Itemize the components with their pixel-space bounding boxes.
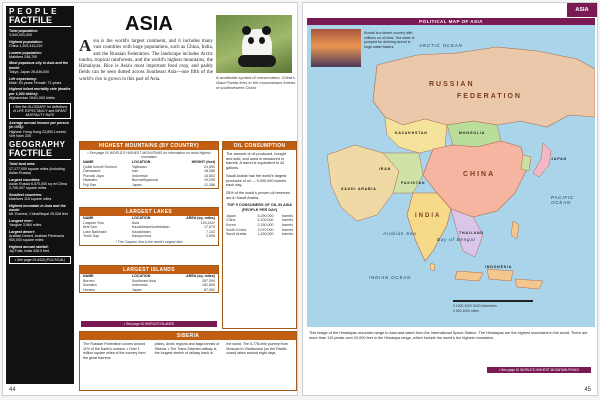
fact-value: 3,540,000,000 (9, 33, 32, 38)
fact-value: 17,177,000 square miles (including Asian Russia) (9, 166, 65, 176)
kuwait-caption: Kuwait is a desert country with millions on oil tank. Tea water is pumped for drinking stored in huge water towers. (364, 31, 415, 49)
oil-consumption-box (222, 141, 297, 329)
factfile-label: FACTFILE (9, 16, 71, 27)
political-map (307, 25, 595, 327)
fact-item (9, 61, 71, 74)
fact-item (9, 121, 71, 139)
cell: Aral Sea (83, 225, 97, 230)
label-pakistan: PAKISTAN (401, 181, 426, 185)
column-header: AREA (sq. miles) (186, 274, 215, 278)
cell: Japan (131, 182, 142, 187)
mountains-heading: HIGHEST MOUNTAINS (BY COUNTRY) (80, 142, 218, 150)
scale-bar (453, 300, 533, 302)
cell: 24,590 (204, 164, 215, 169)
see-page-box[interactable]: • See page 29 ASIA (POLITICAL) (9, 256, 71, 264)
fact-item (9, 162, 71, 175)
fact-label: Life expectancy: (9, 76, 38, 81)
label-india: INDIA (415, 213, 442, 219)
cell: barrels (282, 222, 294, 227)
cell: 18,386 (204, 169, 215, 174)
fact-item (9, 51, 71, 60)
siberia-col-1: The Russian Federation covers around 11% of the Earth's surface. • Over 1 million square miles of the country form the great barrens (83, 342, 146, 360)
japan-region (533, 143, 551, 177)
panda-eye-shape (248, 37, 254, 44)
column-header: LOCATION (131, 160, 151, 164)
oil-paragraph: Saudi Arabia has the world's largest produces of oil — 9,000,000 barrels each day. (226, 173, 287, 188)
label-federation: FEDERATION (457, 93, 522, 100)
mountain-peaks-see-strip[interactable]: • See page 10 WORLD'S HIGHEST MOUNTAIN PEAKS (487, 367, 591, 373)
oil-heading: OIL CONSUMPTION (223, 142, 296, 150)
fact-value: Jaj Fulla, India 428.9 feet (9, 249, 50, 254)
cell: South Korea (226, 227, 246, 232)
glossary-see-box: • See the GLOSSARY for definitions of LIFE EXPECTANCY and INFANT MORTALITY RATE (9, 103, 71, 119)
label-arabian-sea: Arabian Sea (383, 231, 417, 236)
panda-ear-shape (242, 26, 251, 35)
cell: Burma/Myanmar (131, 178, 159, 183)
cell: 7,143 (206, 229, 215, 234)
right-page (302, 2, 598, 396)
cell: Tonle Sap (83, 234, 99, 239)
kuwait-towers-photo (311, 29, 361, 67)
factfile-sidebar (6, 6, 74, 384)
cell: Hkakabo (83, 178, 98, 183)
cell: Southeast Asia (131, 278, 156, 283)
siberia-col-3: the world. The 5,778-mile journey from Moscow to Vladivostok (on the Pacific coast) takes around eight days. (226, 342, 288, 355)
label-kazakhstan: KAZAKHSTAN (395, 131, 428, 135)
column-header: LOCATION (131, 274, 151, 278)
mountains-table (79, 141, 219, 189)
kazakhstan-region (385, 117, 447, 153)
panda-eye-shape (259, 37, 265, 44)
cell: Iran (131, 169, 139, 174)
panda-arm-shape (238, 55, 276, 67)
cell: Indonesia (131, 283, 148, 288)
fact-value: Male: 63 years Female: 71 years (9, 81, 62, 86)
page-number-left: 44 (9, 387, 16, 393)
cell: barrels (282, 232, 294, 237)
russia-region (373, 47, 595, 127)
fact-item (9, 245, 71, 254)
factfile-label: FACTFILE (9, 149, 71, 160)
label-mongolia: MONGOLIA (459, 131, 486, 135)
lakes-table (79, 207, 219, 246)
intro-paragraph: sia is the world's largest continent, and it includes many vast countries with huge populations, such as China, India, and the Russian Federation. The landscape includes Arctic tundra, tropical rainforests, and the world's highest mountains, the Himalayas. Rice is Asia's most important food crop, and paddy fields can be seen dotted across Southeast Asia—one fifth of the world's rice is grown in this part of Asia. (79, 39, 213, 82)
philippines-region (511, 221, 519, 239)
fact-item (9, 77, 71, 86)
mountains-see-note[interactable]: • See page 10 WORLD'S HIGHEST MOUNTAINS for information on world highest mountains (87, 151, 211, 159)
cell: barrels (282, 227, 294, 232)
fact-label: Smallest countries: (9, 192, 43, 197)
fact-item (9, 40, 71, 49)
cell: 17,870 (204, 225, 215, 230)
indonesia-region (487, 269, 513, 281)
map-scale (453, 297, 543, 317)
cell: Damavand (83, 169, 101, 174)
islands-table (79, 265, 219, 293)
cell: Lake Balkhash (83, 229, 107, 234)
fact-label: Highest infant mortality rate (deaths per 1,000 births): (9, 87, 71, 96)
cell: 1,430,000 (257, 232, 274, 237)
geography-factfile-heading (9, 141, 71, 160)
drop-cap: A (79, 36, 92, 55)
fact-value: Asian Russia 6,570,000 sq mi China 3,705,407 square miles (9, 181, 67, 191)
intro-text (79, 36, 213, 83)
fact-value: Tokyo, Japan 26,836,000 (9, 70, 50, 75)
cell: 2,599 (206, 234, 215, 239)
fact-label: Average annual income per person (in US$): (9, 120, 69, 130)
cell: 287,399 (202, 278, 215, 283)
fact-item (9, 230, 71, 243)
korea-region (521, 155, 531, 171)
cell: Japan (226, 213, 236, 218)
scale-miles: 0 500 1000 miles (453, 309, 479, 313)
label-thailand: THAILAND (459, 231, 484, 235)
label-japan: JAPAN (551, 157, 567, 161)
label-bay-of-bengal: Bay of Bengal (437, 237, 476, 242)
cell: 16,503 (204, 173, 215, 178)
lakes-note: * The Caspian Sea is the world's largest lake (115, 239, 183, 244)
lakes-heading: LARGEST LAKES (80, 208, 218, 216)
fact-label: Longest river: (9, 218, 33, 223)
label-russian: RUSSIAN (429, 81, 475, 88)
cell: Puncak Jaya (83, 173, 104, 178)
cell: Kazakhstan (131, 229, 151, 234)
people-factfile-heading (9, 8, 71, 27)
oil-paragraph: 25% of the world's proven oil reserves are in Saudi Arabia. (226, 190, 291, 200)
cell: 182,859 (202, 283, 215, 288)
table-row (80, 234, 218, 239)
fact-label: Most populous city in Asia and the world: (9, 61, 69, 70)
indonesia-region (455, 271, 483, 281)
oil-subheading: TOP 5 CONSUMERS OF OIL IN ASIA (PEOPLE PER DAY) (226, 203, 293, 213)
cell: Tajikistan (131, 164, 147, 169)
fact-label: Lowest population: (9, 50, 42, 55)
cell: 2,150,000 (257, 222, 274, 227)
cell: Saudi Arabia (226, 232, 247, 237)
label-pacific-ocean: PACIFIC OCEAN (551, 195, 575, 205)
column-header: NAME (83, 160, 94, 164)
cell: 12,388 (204, 182, 215, 187)
column-header: HEIGHT (feet) (191, 160, 215, 164)
cell: Honshu (83, 287, 96, 292)
siberia-box (79, 331, 297, 391)
fact-label: Largest countries: (9, 177, 41, 182)
fact-item (9, 87, 71, 100)
fact-value: Maldives 115 square miles (9, 197, 52, 202)
cell: 4,100,000 (257, 218, 274, 223)
cell: Qullai Ismoili Somoni (83, 164, 117, 169)
fact-value: Maldives 248,700 (9, 55, 38, 60)
scale-km: 0 1000 2000 3000 kilometres (453, 304, 497, 308)
column-header: LOCATION (131, 216, 151, 220)
cell: Indonesia (131, 173, 148, 178)
cell: 143,244* (200, 220, 215, 225)
geography-label: GEOGRAPHY (9, 140, 66, 150)
himalaya-caption: This image of the Himalayas mountain range in Asia was taken from the International Space Station. The Himalayas are the highest mountains in the world. There are more than 110 peaks over 24,000 feet in the Himalaya range, which include the world's ten highest mountains. (309, 331, 588, 340)
people-label: PEOPLE (9, 7, 60, 16)
siberia-heading: SIBERIA (80, 332, 296, 340)
cell: Kampuchea (131, 234, 152, 239)
table-row (80, 288, 218, 293)
fact-label: Highest population: (9, 39, 43, 44)
cell: Asia (131, 220, 139, 225)
fact-item (9, 29, 71, 38)
column-header: NAME (83, 216, 94, 220)
indonesia-region (515, 279, 543, 289)
cell: Kazakhstan/Uzbekistan (131, 225, 170, 230)
panda-ear-shape (262, 26, 271, 35)
islands-heading: LARGEST ISLANDS (80, 266, 218, 274)
siberia-col-2: plains, Arctic regions and taiga forests of Siberia. • The Trans-Siberian railway is the longest stretch of railway track in (154, 342, 220, 355)
cell: 19,295 (204, 178, 215, 183)
fact-label: Highest annual rainfall: (9, 244, 49, 249)
table-row (226, 232, 293, 237)
column-header: NAME (83, 274, 94, 278)
fact-label: Total land area: (9, 162, 36, 167)
label-indonesia: INDONESIA (485, 265, 513, 269)
fact-label: Total population: (9, 29, 39, 33)
cell: 2,070,000 (257, 227, 274, 232)
page-title: ASIA (125, 13, 173, 35)
page-number-right: 45 (584, 387, 591, 393)
fact-item (9, 178, 71, 191)
cell: barrels (282, 218, 294, 223)
cell: Korea (226, 222, 236, 227)
fact-value: Afghanistan 154/1,000 births (9, 96, 55, 101)
islands-see-strip[interactable]: • See page 10 WORLD'S ISLANDS (81, 321, 217, 327)
fact-label: Highest mountain in Asia and the world: (9, 203, 66, 212)
map-title: POLITICAL MAP OF ASIA (307, 18, 595, 25)
oil-text (223, 150, 296, 239)
label-arctic-ocean: ARCTIC OCEAN (419, 43, 463, 48)
fact-item (9, 193, 71, 202)
fact-value: Yangtze 3,964 miles (9, 223, 42, 228)
cell: Sumatra (83, 283, 97, 288)
label-saudi-arabia: SAUDI ARABIA (341, 187, 377, 191)
cell: barrels (282, 213, 294, 218)
siberia-columns (80, 340, 296, 362)
label-iran: IRAN (379, 167, 391, 171)
panda-photo (216, 15, 292, 73)
left-page (2, 2, 298, 396)
cell: Caspian Sea (83, 220, 104, 225)
cell: 87,992 (204, 287, 215, 292)
cell: Borneo (83, 278, 95, 283)
cell: 5,290,000 (257, 213, 274, 218)
fact-value: Mt. Everest, China/Nepal 29,028 feet (9, 212, 68, 217)
label-china: CHINA (463, 171, 496, 178)
section-tab[interactable]: ASIA (567, 3, 597, 17)
fact-value: China 1,202,410,210 (9, 44, 43, 49)
fact-label: Largest desert: (9, 229, 35, 234)
column-header: AREA (sq. miles) (186, 216, 215, 220)
sri-lanka-region (430, 263, 435, 271)
fact-item (9, 219, 71, 228)
map-graphic (307, 25, 595, 327)
label-indian-ocean: INDIAN OCEAN (369, 275, 412, 280)
cell: Japan (131, 287, 142, 292)
table-row (80, 183, 218, 188)
panda-caption: A worldwide symbol of conservation, China's Giant Panda lives in the mountainous forests of southwestern China. (216, 75, 296, 90)
fact-item (9, 204, 71, 217)
fact-value: Arabian Desert, Arabian Peninsula 900,000 square miles (9, 234, 64, 243)
india-region (407, 193, 451, 261)
oil-paragraph: The amount of oil produced, bought and sold, and used is measured in barrels. A barrel is equivalent to 42 gallons. (226, 152, 286, 171)
cell: Fuji San (83, 182, 97, 187)
fact-value: Highest: Hong Kong 23,892 Lowest: Viet Nam 205 (9, 129, 67, 138)
cell: China (226, 218, 236, 223)
